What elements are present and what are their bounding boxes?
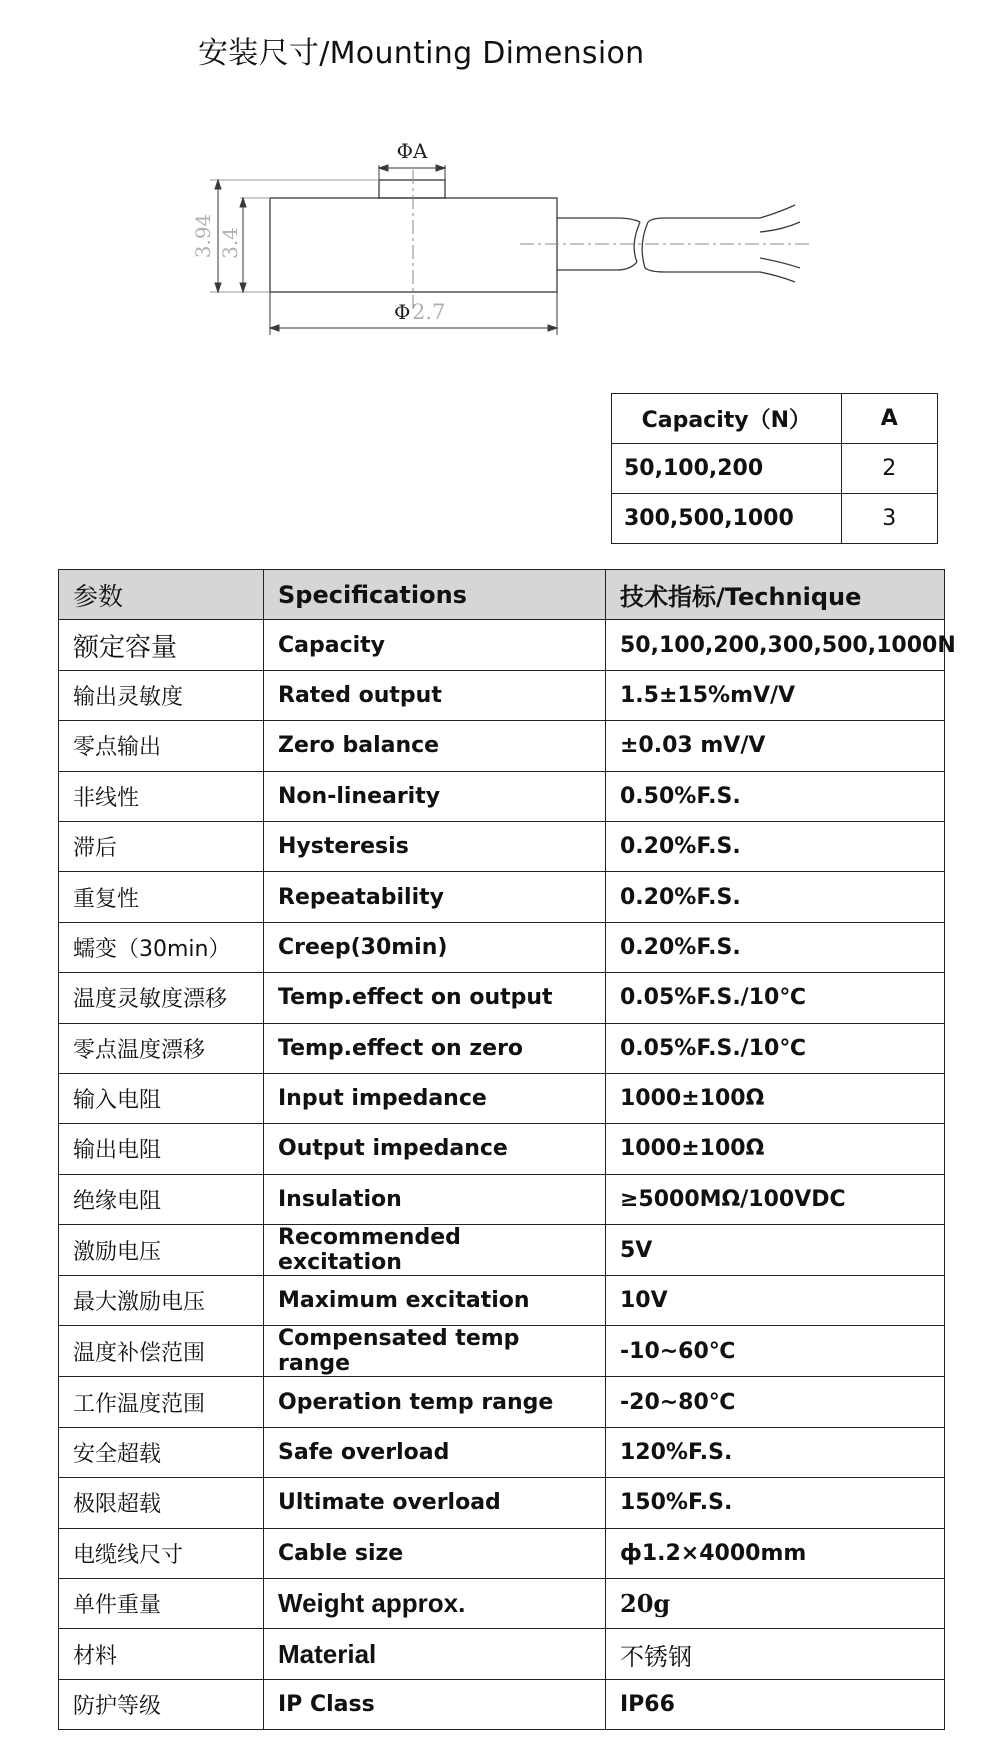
spec-value: 10V	[606, 1276, 945, 1326]
spec-name-zh: 防护等级	[59, 1679, 264, 1729]
wire-2	[760, 222, 800, 232]
spec-name-zh: 温度补偿范围	[59, 1326, 264, 1377]
capacity-table	[611, 393, 938, 544]
spec-value: IP66	[606, 1679, 945, 1729]
spec-row	[59, 922, 945, 972]
spec-name-zh: 电缆线尺寸	[59, 1528, 264, 1578]
spec-name-en: Weight approx.	[264, 1579, 606, 1629]
top-boss	[379, 180, 445, 198]
capacity-table-row	[612, 494, 938, 544]
spec-row	[59, 721, 945, 771]
spec-row	[59, 821, 945, 871]
spec-name-zh: 输出灵敏度	[59, 670, 264, 720]
spec-name-zh: 额定容量	[59, 620, 264, 670]
spec-value: 1.5±15%mV/V	[606, 670, 945, 720]
capacity-table-row	[612, 444, 938, 494]
spec-name-zh: 最大激励电压	[59, 1276, 264, 1326]
spec-value: 5V	[606, 1225, 945, 1276]
spec-value: ±0.03 mV/V	[606, 721, 945, 771]
spec-name-zh: 安全超载	[59, 1427, 264, 1477]
spec-row	[59, 1073, 945, 1123]
dim-total-height-label: 3.94	[191, 213, 215, 259]
spec-name-en: Material	[264, 1629, 606, 1679]
a-header-cell: A	[841, 394, 937, 444]
spec-name-zh: 蠕变（30min）	[59, 922, 264, 972]
spec-row	[59, 1528, 945, 1578]
cable-lower-right	[645, 268, 760, 272]
spec-value: 150%F.S.	[606, 1478, 945, 1528]
spec-name-en: Non-linearity	[264, 771, 606, 821]
spec-name-en: Operation temp range	[264, 1377, 606, 1427]
spec-name-zh: 温度灵敏度漂移	[59, 973, 264, 1023]
spec-value: 0.05%F.S./10℃	[606, 1023, 945, 1073]
spec-row	[59, 1377, 945, 1427]
spec-value: -10~60℃	[606, 1326, 945, 1377]
dim-body-height-label: 3.4	[218, 227, 242, 259]
spec-value: 0.50%F.S.	[606, 771, 945, 821]
wire-1	[760, 205, 795, 218]
spec-name-en: Capacity	[264, 620, 606, 670]
spec-row	[59, 1579, 945, 1629]
spec-name-zh: 输入电阻	[59, 1073, 264, 1123]
spec-name-zh: 非线性	[59, 771, 264, 821]
spec-name-zh: 滞后	[59, 821, 264, 871]
spec-name-en: Compensated temp range	[264, 1326, 606, 1377]
spec-value: 0.20%F.S.	[606, 922, 945, 972]
spec-value: 0.20%F.S.	[606, 872, 945, 922]
spec-value: 50,100,200,300,500,1000N	[606, 620, 945, 670]
spec-row	[59, 670, 945, 720]
spec-value: ф1.2×4000mm	[606, 1528, 945, 1578]
spec-row	[59, 620, 945, 670]
spec-row	[59, 1629, 945, 1679]
spec-row	[59, 1124, 945, 1174]
cable-break-right	[642, 222, 648, 268]
spec-name-en: Zero balance	[264, 721, 606, 771]
spec-row	[59, 1679, 945, 1729]
mounting-dimension-drawing	[0, 0, 1000, 360]
spec-name-zh: 工作温度范围	[59, 1377, 264, 1427]
spec-name-en: Maximum excitation	[264, 1276, 606, 1326]
spec-row	[59, 973, 945, 1023]
dim-diameter-symbol: Φ	[394, 300, 411, 324]
spec-row	[59, 1174, 945, 1224]
spec-value: 0.05%F.S./10℃	[606, 973, 945, 1023]
spec-name-zh: 绝缘电阻	[59, 1174, 264, 1224]
spec-row	[59, 1023, 945, 1073]
capacity-table-header	[612, 394, 938, 444]
specifications-header: Specifications	[264, 570, 606, 620]
spec-name-zh: 重复性	[59, 872, 264, 922]
wire-3	[760, 258, 800, 268]
spec-value: 20g	[606, 1579, 945, 1629]
spec-name-en: Temp.effect on zero	[264, 1023, 606, 1073]
page-title: 安装尺寸/Mounting Dimension	[198, 36, 645, 71]
spec-name-en: Output impedance	[264, 1124, 606, 1174]
spec-name-en: Repeatability	[264, 872, 606, 922]
spec-name-zh: 单件重量	[59, 1579, 264, 1629]
a-cell: 2	[841, 444, 937, 494]
spec-row	[59, 1427, 945, 1477]
spec-value: 1000±100Ω	[606, 1073, 945, 1123]
cable-break-left	[634, 222, 640, 262]
spec-value: 不锈钢	[606, 1629, 945, 1679]
spec-value: ≥5000MΩ/100VDC	[606, 1174, 945, 1224]
spec-row	[59, 1225, 945, 1276]
spec-name-zh: 激励电压	[59, 1225, 264, 1276]
spec-value: 0.20%F.S.	[606, 821, 945, 871]
spec-row	[59, 1326, 945, 1377]
spec-name-en: Temp.effect on output	[264, 973, 606, 1023]
spec-name-en: IP Class	[264, 1679, 606, 1729]
spec-name-zh: 材料	[59, 1629, 264, 1679]
spec-name-en: Rated output	[264, 670, 606, 720]
spec-name-zh: 输出电阻	[59, 1124, 264, 1174]
spec-name-en: Input impedance	[264, 1073, 606, 1123]
capacity-cell: 300,500,1000	[612, 494, 842, 544]
dim-phi-a-label: ΦA	[396, 139, 428, 163]
cable-upper-left	[557, 218, 640, 222]
spec-name-zh: 零点输出	[59, 721, 264, 771]
spec-name-en: Insulation	[264, 1174, 606, 1224]
spec-row	[59, 1478, 945, 1528]
cable-lower-left	[557, 262, 637, 270]
a-cell: 3	[841, 494, 937, 544]
param-header: 参数	[59, 570, 264, 620]
spec-table	[58, 569, 956, 1730]
spec-row	[59, 1276, 945, 1326]
spec-row	[59, 872, 945, 922]
spec-name-en: Cable size	[264, 1528, 606, 1578]
spec-value: 1000±100Ω	[606, 1124, 945, 1174]
wire-4	[760, 272, 795, 282]
spec-table-header	[59, 570, 945, 620]
spec-value: -20~80℃	[606, 1377, 945, 1427]
capacity-header-cell: Capacity（N）	[612, 394, 842, 444]
technique-header: 技术指标/Technique	[606, 570, 945, 620]
spec-value: 120%F.S.	[606, 1427, 945, 1477]
capacity-cell: 50,100,200	[612, 444, 842, 494]
spec-row	[59, 771, 945, 821]
cable-upper-right	[648, 218, 760, 222]
spec-name-zh: 极限超载	[59, 1478, 264, 1528]
spec-name-en: Recommended excitation	[264, 1225, 606, 1276]
spec-name-en: Creep(30min)	[264, 922, 606, 972]
spec-name-en: Ultimate overload	[264, 1478, 606, 1528]
dim-diameter-label: 2.7	[412, 300, 446, 324]
spec-name-zh: 零点温度漂移	[59, 1023, 264, 1073]
spec-name-en: Safe overload	[264, 1427, 606, 1477]
spec-name-en: Hysteresis	[264, 821, 606, 871]
